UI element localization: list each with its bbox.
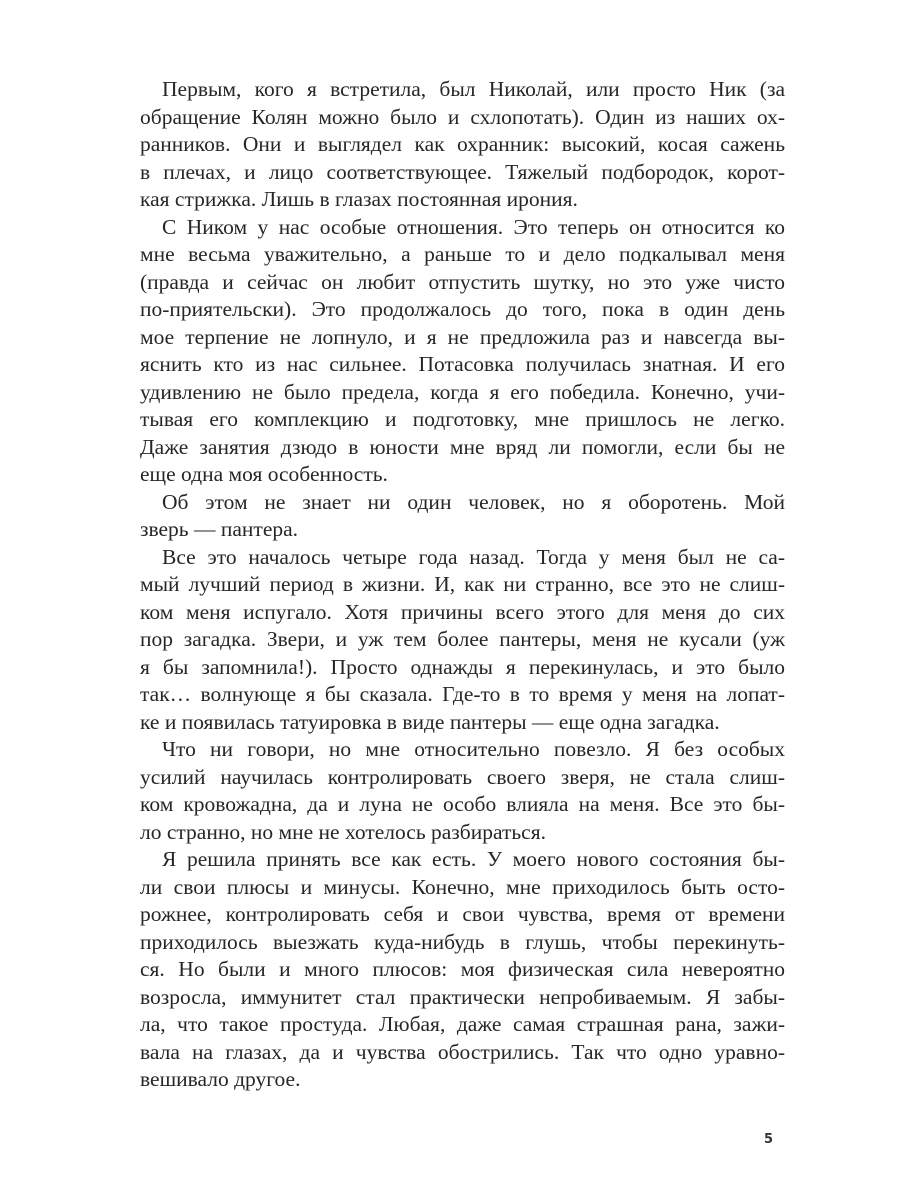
text-line: С Ником у нас особые отношения. Это теперь он относится ко	[162, 214, 785, 239]
paragraph	[140, 846, 785, 1094]
text-line: кая стрижка. Лишь в глазах постоянная ирония.	[140, 187, 578, 211]
text-line: зверь — пантера.	[140, 517, 299, 541]
text-line: мне весьма уважительно, а раньше то и дело подкалывал меня	[140, 242, 785, 266]
text-line: Я решила принять все как есть. У моего нового состояния бы-	[162, 847, 785, 871]
text-line: усилий научилась контролировать своего зверя, не стала слиш-	[140, 764, 785, 789]
text-line: обращение Колян можно было и схлопотать). Один из наших ох-	[140, 104, 785, 129]
text-line: ранников. Они и выглядел как охранник: высокий, косая сажень	[140, 132, 785, 156]
text-line: в плечах, и лицо соответствующее. Тяжелый подбородок, корот-	[140, 159, 785, 184]
text-line: ли свои плюсы и минусы. Конечно, мне приходилось быть осто-	[140, 874, 785, 899]
text-line: ком меня испугало. Хотя причины всего этого для меня до сих	[140, 599, 785, 624]
text-line: ло странно, но мне не хотелось разбираться.	[140, 819, 546, 844]
text-line: Об этом не знает ни один человек, но я оборотень. Мой	[162, 489, 785, 514]
text-line: Все это началось четыре года назад. Тогда у меня был не са-	[162, 544, 785, 569]
text-line: еще одна моя особенность.	[140, 462, 388, 486]
text-line: мое терпение не лопнуло, и я не предложила раз и навсегда вы-	[140, 324, 785, 349]
text-line: ком кровожадна, да и луна не особо влияла на меня. Все это бы-	[140, 792, 785, 816]
text-line: ла, что такое простуда. Любая, даже самая страшная рана, зажи-	[140, 1012, 785, 1036]
text-line: возросла, иммунитет стал практически непробиваемым. Я забы-	[140, 984, 785, 1009]
text-line: тывая его комплекцию и подготовку, мне пришлось не легко.	[140, 407, 785, 431]
text-line: так… волнующе я бы сказала. Где-то в то время у меня на лопат-	[140, 682, 785, 706]
text-line: Даже занятия дзюдо в юности мне вряд ли помогли, если бы не	[140, 434, 785, 459]
text-line: Что ни говори, но мне относительно повезло. Я без особых	[162, 737, 785, 761]
page-number: 5	[764, 1132, 774, 1147]
text-line: мый лучший период в жизни. И, как ни странно, все это не слиш-	[140, 572, 785, 596]
text-line: пор загадка. Звери, и уж тем более пантеры, меня не кусали (уж	[140, 627, 785, 651]
text-line: ся. Но были и много плюсов: моя физическая сила невероятно	[140, 957, 785, 981]
body-text	[140, 76, 785, 1094]
text-line: ке и появилась татуировка в виде пантеры — еще одна загадка.	[140, 709, 720, 734]
text-line: я бы запомнила!). Просто однажды я перекинулась, и это было	[140, 654, 785, 679]
text-line: вала на глазах, да и чувства обострились. Так что одно уравно-	[140, 1039, 785, 1064]
text-line: (правда и сейчас он любит отпустить шутку, но это уже чисто	[140, 269, 785, 294]
text-line: удивлению не было предела, когда я его победила. Конечно, учи-	[140, 379, 785, 404]
text-line: Первым, кого я встретила, был Николай, или просто Ник (за	[162, 77, 785, 101]
text-line: яснить кто из нас сильнее. Потасовка получилась знатная. И его	[140, 352, 785, 376]
paragraph	[140, 214, 785, 489]
paragraph	[140, 544, 785, 737]
paragraph	[140, 76, 785, 214]
text-line: рожнее, контролировать себя и свои чувства, время от времени	[140, 902, 785, 926]
paragraph	[140, 489, 785, 544]
text-line: вешивало другое.	[140, 1067, 301, 1091]
text-line: приходилось выезжать куда-нибудь в глушь, чтобы перекинуть-	[140, 929, 785, 954]
text-line: по-приятельски). Это продолжалось до того, пока в один день	[140, 297, 785, 321]
paragraph	[140, 736, 785, 846]
